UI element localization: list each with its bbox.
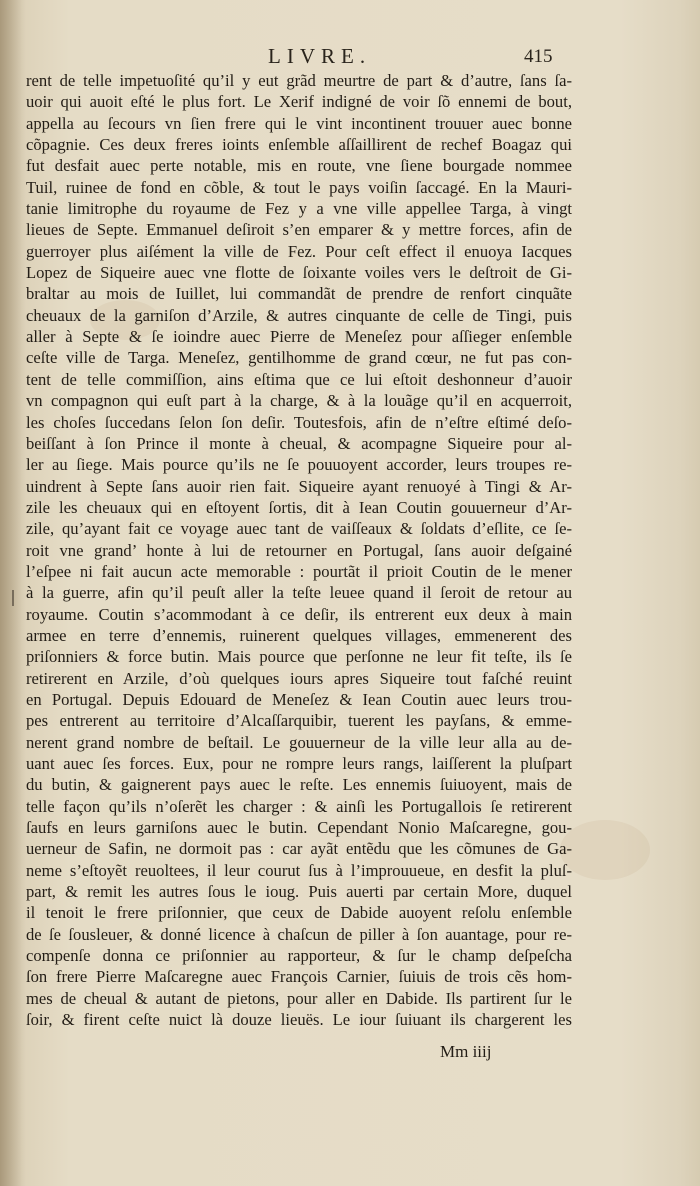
text-line: aller à Septe & ſe ioindre auec Pierre de Meneſez pour aſſieger enſemble (26, 327, 572, 347)
text-line: ſoir, & firent ceſte nuict là douze lieuës. Le iour ſuiuant ils chargerent les (26, 1010, 572, 1030)
text-line: retirerent en Arzile, d’où quelques iours apres Siqueire tout faſché reuint (26, 668, 572, 688)
text-line: pes entrerent au territoire d’Alcaſſarquibir, tuerent les payſans, & emme- (26, 711, 572, 731)
text-line: ſaufs en leurs garniſons auec le butin. Cependant Nonio Maſcaregne, gou- (26, 818, 572, 838)
text-line: part, & remit les autres ſous le ioug. Puis auerti par certain More, duquel (26, 882, 572, 902)
body-text (26, 70, 572, 1030)
text-line: les choſes ſuccedans ſelon ſon deſir. Toutesfois, afin de n’eſtre eſtimé deſo- (26, 412, 572, 432)
text-line: uerneur de Safin, ne dormoit pas : car ayãt entẽdu que les cõmunes de Ga- (26, 839, 572, 859)
text-line: du butin, & gaignerent pays auec le reſte. Les ennemis ſuiuoyent, mais de (26, 775, 572, 795)
text-line: tent de telle commiſſion, ains eſtima que ce lui eſtoit deshonneur d’auoir (26, 369, 572, 389)
text-line: uindrent à Septe ſans auoir rien fait. Siqueire ayant renuoyé à Tingi & Ar- (26, 476, 572, 496)
text-line: nerent grand nombre de beſtail. Le gouuerneur de la ville leur alla au de- (26, 732, 572, 752)
text-line: compenſe donna ce priſonnier au rapporteur, & ſur le champ deſpeſcha (26, 946, 572, 966)
page-header (0, 44, 700, 70)
text-line: cheuaux de la garniſon d’Arzile, & autres cinquante de celle de Tingi, puis (26, 305, 572, 325)
text-line: appella au ſecours vn ſien frere qui le vint incontinent trouuer auec bonne (26, 113, 572, 133)
text-line: ſon frere Pierre Maſcaregne auec François Carnier, ſuiuis de trois cẽs hom- (26, 967, 572, 987)
text-line: beiſſant à ſon Prince il monte à cheual, & acompagne Siqueire pour al- (26, 433, 572, 453)
text-line: il tenoit le frere priſonnier, que ceux de Dabide auoyent reſolu enſemble (26, 903, 572, 923)
text-line: ceſte ville de Targa. Meneſez, gentilhomme de grand cœur, ne fut pas con- (26, 348, 572, 368)
text-line: uant auec ſes forces. Eux, pour ne rompre leurs rangs, laiſſerent la pluſpart (26, 754, 572, 773)
folio-number: 415 (524, 46, 553, 67)
text-line: royaume. Coutin s’acommodant à ce deſir, ils entrerent eux deux à main (26, 604, 572, 624)
margin-mark (12, 590, 14, 606)
signature-mark: Mm iiij (440, 1042, 492, 1061)
text-line: uoir qui auoit eſté le plus fort. Le Xerif indigné de voir ſõ ennemi de bout, (26, 92, 572, 112)
text-line: Lopez de Siqueire auec vne flotte de ſoixante voiles vers le deſtroit de Gi- (26, 263, 572, 283)
text-line: Tuil, ruinee de fond en cõble, & tout le pays voiſin ſaccagé. En la Mauri- (26, 177, 572, 197)
text-line: telle façon qu’ils n’oſerẽt les charger : & ainſi les Portugallois ſe retirerent (26, 796, 572, 816)
text-line: rent de telle impetuoſité qu’il y eut grãd meurtre de part & d’autre, ſans ſa- (26, 71, 572, 90)
text-line: braltar au mois de Iuillet, lui commandãt de prendre de renfort cinquãte (26, 284, 572, 304)
text-line: l’eſpee ni fait aucun acte memorable : pourtãt il prioit Coutin de le mener (26, 561, 572, 581)
text-line: mes de cheual & autant de pietons, pour aller en Dabide. Ils partirent ſur le (26, 988, 572, 1008)
text-line: de ſe ſousleuer, & donné licence à chaſcun de piller à ſon auantage, pour re- (26, 924, 572, 944)
text-line: neme s’eſtoyẽt reuoltees, il leur courut ſus à l’improuueue, en desfit la pluſ- (26, 860, 572, 880)
text-line: zile les cheuaux qui en eſtoyent ſortis, dit à Iean Coutin gouuerneur d’Ar- (26, 497, 572, 517)
text-line: cõpagnie. Ces deux freres ioints enſemble aſſaillirent de rechef Boagaz qui (26, 135, 572, 155)
running-head: LIVRE. (268, 44, 372, 68)
text-line: fut desfait auec perte notable, mis en route, vne ſiene bourgade nommee (26, 156, 572, 176)
text-line: guerroyer plus aiſément la ville de Fez. Pour ceſt effect il enuoya Iacques (26, 241, 572, 261)
text-line: priſonniers & force butin. Mais pource que perſonne ne leur fit teſte, ils ſe (26, 647, 572, 667)
text-line: ler au ſiege. Mais pource qu’ils ne ſe pouuoyent accorder, leurs troupes re- (26, 455, 572, 475)
text-line: roit vne grand’ honte à lui de retourner en Portugal, ſans auoir deſgainé (26, 540, 572, 560)
paper-stain (560, 820, 650, 880)
text-line: lieues de Septe. Emmanuel deſiroit s’en emparer & y mettre forces, afin de (26, 220, 572, 240)
text-line: zile, qu’ayant fait ce voyage auec tant de vaiſſeaux & ſoldats d’eſlite, ce ſe- (26, 519, 572, 539)
text-line: en Portugal. Depuis Edouard de Meneſez & Iean Coutin auec leurs trou- (26, 689, 572, 709)
text-line: vn compagnon qui euſt part à la charge, & à la louãge qu’il en acquerroit, (26, 391, 572, 411)
text-line: armee en terre d’ennemis, ruinerent quelques villages, emmenerent des (26, 625, 572, 645)
text-line: tanie limitrophe du royaume de Fez y a vne ville appellee Targa, à vingt (26, 199, 572, 219)
text-line: à la guerre, afin qu’il peuſt aller la teſte leuee quand il ſeroit de retour au (26, 583, 572, 603)
